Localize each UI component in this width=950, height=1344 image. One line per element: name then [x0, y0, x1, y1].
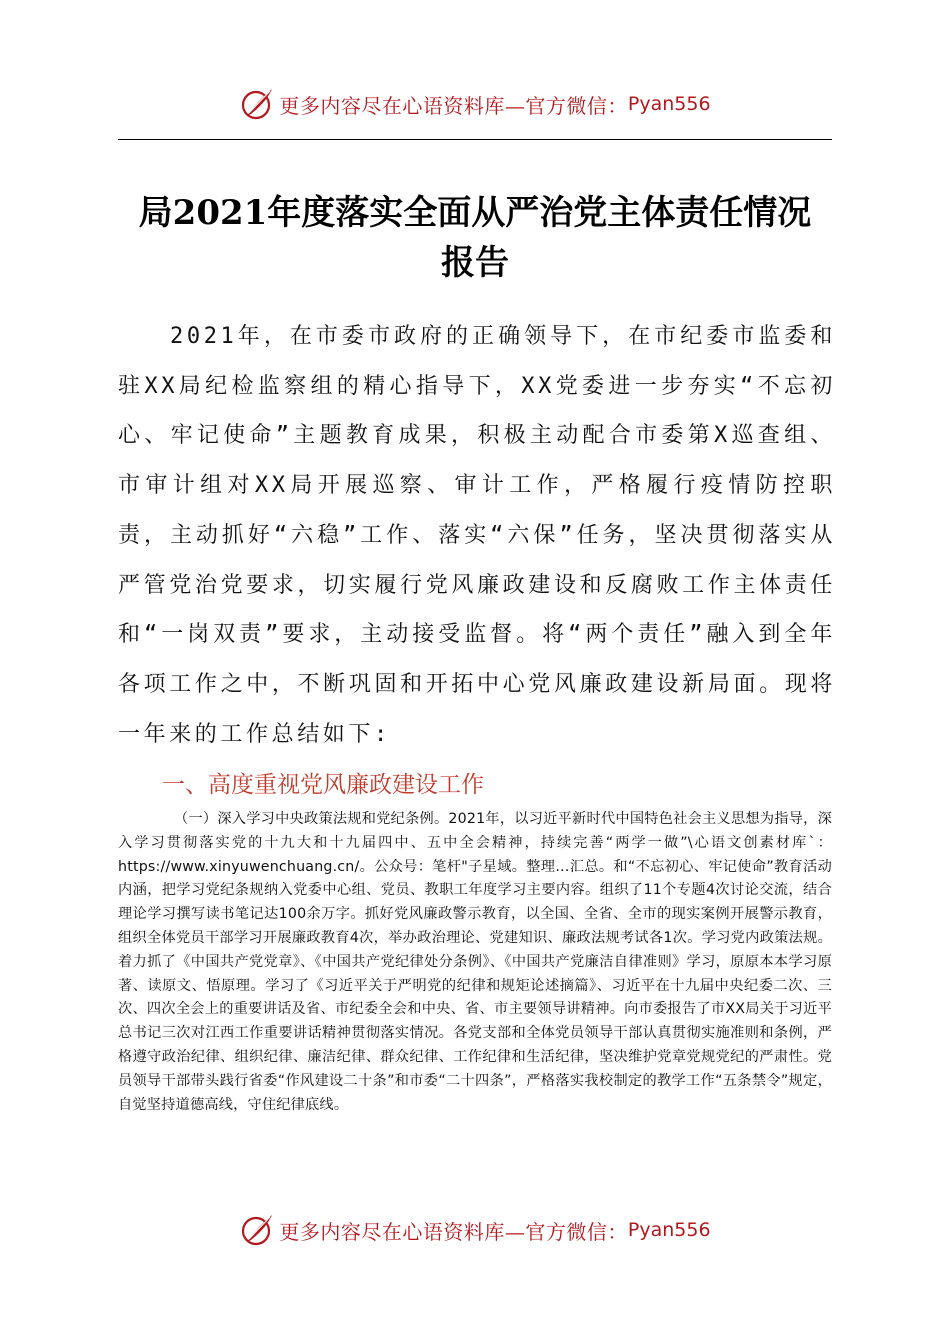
- banner-text: 更多内容尽在心语资料库—官方微信：: [279, 93, 628, 118]
- section-1-paragraph: （一）深入学习中央政策法规和党纪条例。2021年，以习近平新时代中国特色社会主义思想为指导，深入学习贯彻落实党的十九大和十九届四中、五中全会精神，持续完善“两学一做”\心语文创素材库`：https://www.xinyuwenchuang.cn/。公众号：笔杆"子星域。整理…汇总。和“不忘初心、牢记使命”教育活动内涵，把学习党纪条规纳入党委中心组、党员、教职工年度学习主要内容。组织了11个专题4次讨论交流，结合理论学习撰写读书笔记达100余万字。抓好党风廉政警示教育，以全国、全省、全市的现实案例开展警示教育，组织全体党员干部学习开展廉政教育4次，举办政治理论、党建知识、廉政法规考试各1次。学习党内政策法规。着力抓了《中国共产党党章》、《中国共产党纪律处分条例》、《中国共产党廉洁自律准则》学习，原原本本学习原著、读原文、悟原理。学习了《习近平关于严明党的纪律和规矩论述摘篇》、习近平在十九届中央纪委二次、三次、四次全会上的重要讲话及省、市纪委全会和中央、省、市主要领导讲精神。向市委报告了市XX局关于习近平总书记三次对江西工作重要讲话精神贯彻落实情况。各党支部和全体党员领导干部认真贯彻实施准则和条例，严格遵守政治纪律、组织纪律、廉洁纪律、群众纪律、工作纪律和生活纪律，坚决维护党章党规党纪的严肃性。党员领导干部带头践行省委“作风建设二十条”和市委“二十四条”，严格落实我校制定的教学工作“五条禁令”规定，自觉坚持道德高线，守住纪律底线。: [118, 811, 832, 1113]
- title-line-1: 局2021年度落实全面从严治党主体责任情况: [138, 193, 812, 233]
- quill-pen-icon: [239, 86, 275, 122]
- banner-wechat-id: Pyan556: [627, 1219, 711, 1241]
- banner-text: 更多内容尽在心语资料库—官方微信：: [279, 1219, 628, 1244]
- header-banner: [0, 84, 950, 124]
- section-heading-1: 一、高度重视党风廉政建设工作: [162, 772, 484, 798]
- quill-pen-icon: [239, 1212, 275, 1248]
- footer-banner: [0, 1210, 950, 1250]
- header-divider: [118, 139, 832, 140]
- title-line-2: 报告: [441, 243, 509, 283]
- banner-wechat-id: Pyan556: [627, 93, 711, 115]
- intro-paragraph: 2021年，在市委市政府的正确领导下，在市纪委市监委和驻XX局纪检监察组的精心指导下，XX党委进一步夯实“不忘初心、牢记使命”主题教育成果，积极主动配合市委第X巡查组、市审计组对XX局开展巡察、审计工作，严格履行疫情防控职责，主动抓好“六稳”工作、落实“六保”任务，坚决贯彻落实从严管党治党要求，切实履行党风廉政建设和反腐败工作主体责任和“一岗双责”要求，主动接受监督。将“两个责任”融入到全年各项工作之中，不断巩固和开拓中心党风廉政建设新局面。现将一年来的工作总结如下:: [118, 324, 836, 747]
- page-title: [100, 188, 850, 288]
